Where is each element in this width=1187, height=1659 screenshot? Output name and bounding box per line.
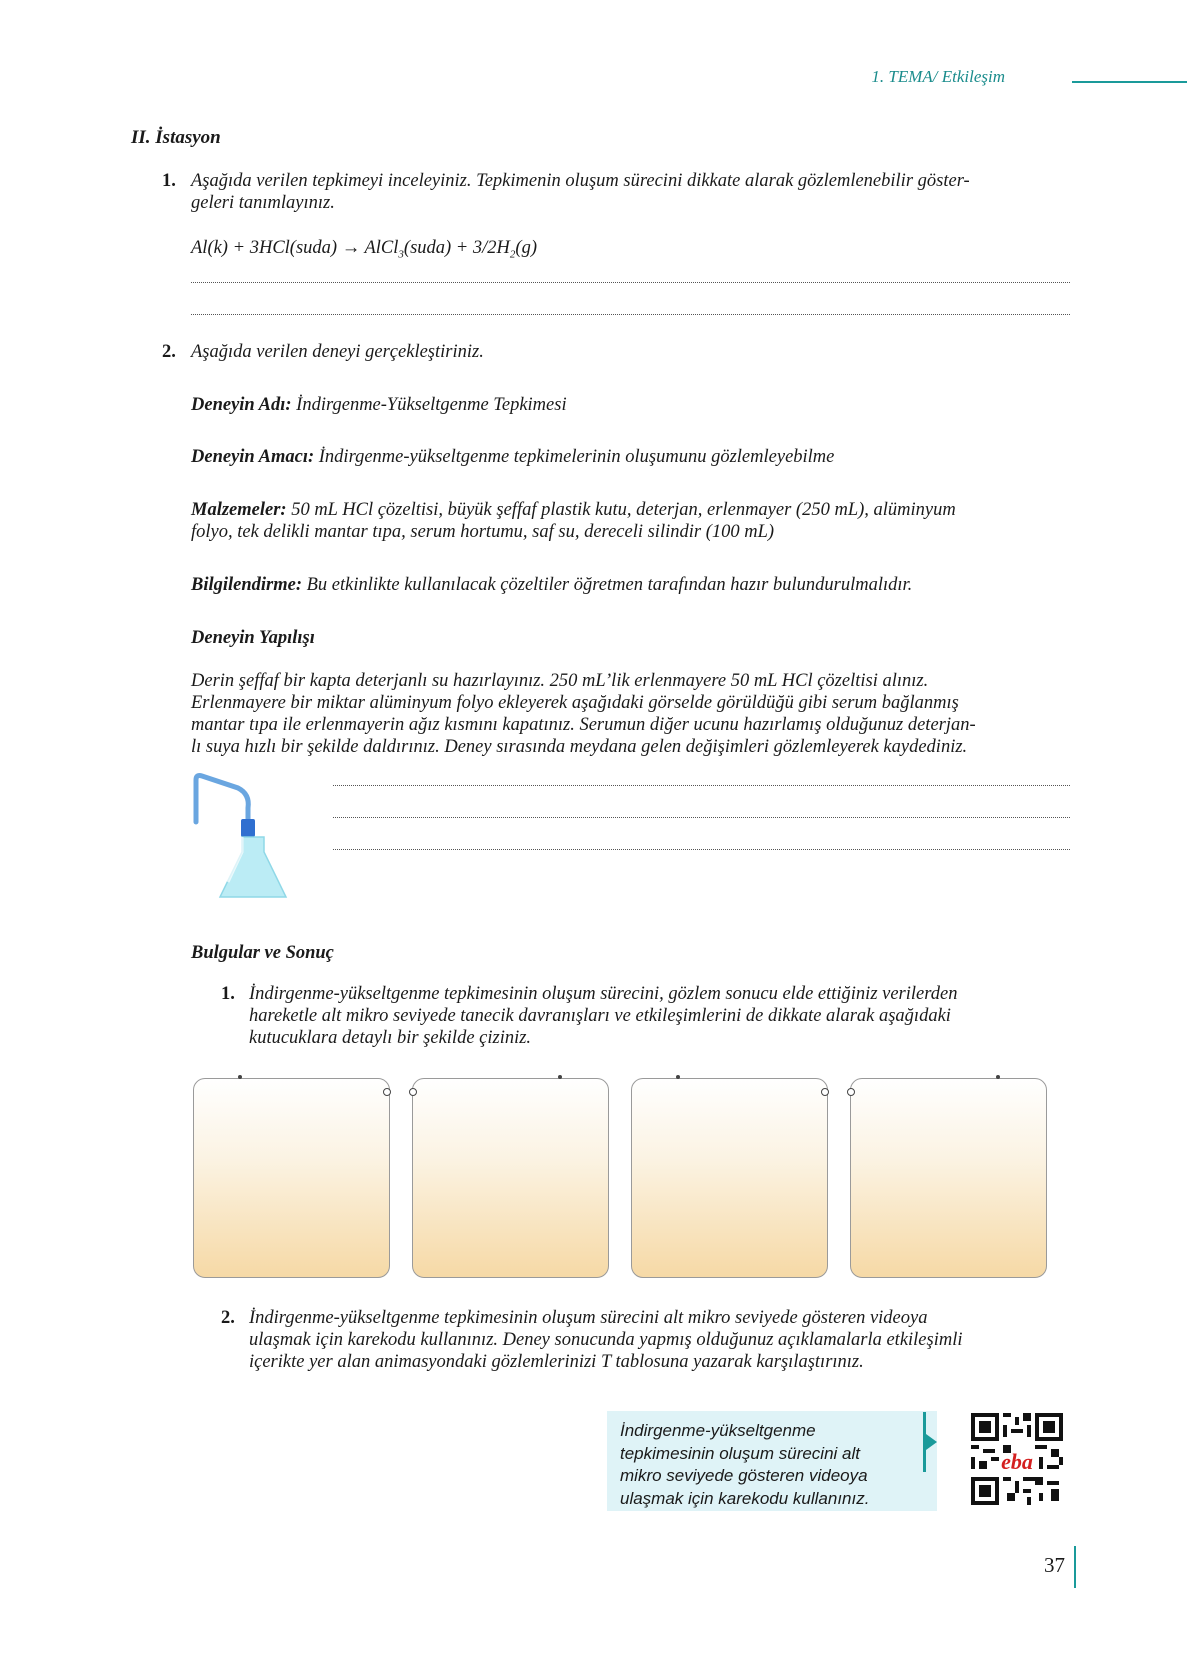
observation-line[interactable]	[333, 785, 1070, 786]
box-connector-ring	[847, 1088, 855, 1096]
information-value: Bu etkinlikte kullanılacak çözeltiler öğretmen tarafından hazır bulundurulmalıdır.	[302, 575, 913, 595]
equation-part: Al(k) + 3HCl(suda) → AlCl	[191, 238, 399, 258]
question-1-line: geleri tanımlayınız.	[191, 193, 335, 213]
equation-part: (suda) + 3/2H	[403, 238, 510, 258]
drawing-box[interactable]	[193, 1078, 390, 1278]
findings-line: kutucuklara detaylı bir şekilde çiziniz.	[249, 1028, 532, 1048]
callout-line: İndirgenme-yükseltgenme	[620, 1421, 816, 1440]
findings-1-text	[249, 983, 1069, 1049]
materials-label: Malzemeler:	[191, 500, 287, 520]
section-title: II. İstasyon	[131, 127, 221, 148]
findings-title: Bulgular ve Sonuç	[191, 943, 334, 963]
materials-line: folyo, tek delikli mantar tıpa, serum hortumu, saf su, dereceli silindir (100 mL)	[191, 522, 775, 542]
findings-line: içerikte yer alan animasyondaki gözlemlerinizi T tablosuna yazarak karşılaştırınız.	[249, 1352, 864, 1372]
qr-callout-text	[620, 1420, 930, 1510]
box-connector-ring	[409, 1088, 417, 1096]
question-2-number: 2.	[162, 342, 176, 362]
box-connector-dot	[996, 1075, 1000, 1079]
findings-2-text	[249, 1307, 1069, 1373]
experiment-name-value: İndirgenme-Yükseltgenme Tepkimesi	[291, 395, 567, 415]
answer-line[interactable]	[191, 314, 1070, 315]
callout-line: tepkimesinin oluşum sürecini alt	[620, 1443, 860, 1463]
eba-logo: eba	[1001, 1449, 1033, 1474]
header-rule	[1072, 81, 1187, 83]
question-2-text: Aşağıda verilen deneyi gerçekleştiriniz.	[191, 342, 484, 362]
information-label: Bilgilendirme:	[191, 575, 302, 595]
box-connector-dot	[558, 1075, 562, 1079]
qr-code[interactable]	[967, 1409, 1067, 1509]
findings-line: İndirgenme-yükseltgenme tepkimesinin oluşum sürecini alt mikro seviyede gösteren videoya	[249, 1308, 928, 1328]
question-1-line: Aşağıda verilen tepkimeyi inceleyiniz. Tepkimenin oluşum sürecini dikkate alarak gözlemlenebilir göster-	[191, 171, 970, 191]
findings-line: ulaşmak için karekodu kullanınız. Deney sonucunda yapmış olduğunuz açıklamalarla etkileşimli	[249, 1330, 963, 1350]
question-1-number: 1.	[162, 171, 176, 191]
callout-line: ulaşmak için karekodu kullanınız.	[620, 1488, 870, 1508]
procedure-text	[191, 670, 1071, 758]
equation-part: (g)	[515, 238, 537, 258]
materials-line: 50 mL HCl çözeltisi, büyük şeffaf plastik kutu, deterjan, erlenmayer (250 mL), alüminyum	[286, 500, 956, 520]
chapter-header: 1. TEMA/ Etkileşim	[871, 67, 1005, 86]
box-connector-ring	[383, 1088, 391, 1096]
experiment-name	[191, 394, 567, 416]
question-1-text	[191, 170, 1071, 214]
box-connector-dot	[676, 1075, 680, 1079]
procedure-title: Deneyin Yapılışı	[191, 628, 315, 648]
observation-line[interactable]	[333, 817, 1070, 818]
reaction-equation	[191, 237, 537, 266]
information-note	[191, 574, 912, 596]
drawing-box[interactable]	[631, 1078, 828, 1278]
experiment-aim-label: Deneyin Amacı:	[191, 447, 315, 467]
findings-line: hareketle alt mikro seviyede tanecik davranışları ve etkileşimlerini de dikkate alarak aşağıdaki	[249, 1006, 951, 1026]
procedure-line: Derin şeffaf bir kapta deterjanlı su hazırlayınız. 250 mL’lik erlenmayere 50 mL HCl çözeltisi alınız.	[191, 671, 929, 691]
experiment-aim-value: İndirgenme-yükseltgenme tepkimelerinin oluşumunu gözlemleyebilme	[314, 447, 835, 467]
procedure-line: Erlenmayere bir miktar alüminyum folyo ekleyerek aşağıdaki görselde görüldüğü gibi serum bağlanmış	[191, 693, 959, 713]
drawing-box[interactable]	[412, 1078, 609, 1278]
callout-line: mikro seviyede gösteren videoya	[620, 1466, 868, 1485]
procedure-line: mantar tıpa ile erlenmayerin ağız kısmını kapatınız. Serumun diğer ucunu hazırlamış olduğunuz deterjan-	[191, 715, 976, 735]
answer-line[interactable]	[191, 282, 1070, 283]
equation-subscript: 3	[398, 248, 404, 261]
equation-subscript: 2	[509, 248, 516, 261]
procedure-line: lı suya hızlı bir şekilde daldırınız. Deney sırasında meydana gelen değişimleri gözlemleyerek kaydediniz.	[191, 737, 968, 757]
box-connector-ring	[821, 1088, 829, 1096]
experiment-aim	[191, 446, 834, 468]
experiment-name-label: Deneyin Adı:	[191, 395, 292, 415]
pointer-arrow-icon	[923, 1412, 939, 1472]
findings-2-number: 2.	[221, 1308, 235, 1328]
findings-1-number: 1.	[221, 984, 235, 1004]
drawing-box[interactable]	[850, 1078, 1047, 1278]
materials	[191, 499, 1071, 543]
page-number: 37	[1044, 1553, 1065, 1577]
page-number-rule	[1074, 1546, 1076, 1588]
findings-line: İndirgenme-yükseltgenme tepkimesinin oluşum sürecini, gözlem sonucu elde ettiğiniz verilerden	[249, 984, 958, 1004]
erlenmeyer-flask-icon	[190, 772, 290, 902]
box-connector-dot	[238, 1075, 242, 1079]
observation-line[interactable]	[333, 849, 1070, 850]
